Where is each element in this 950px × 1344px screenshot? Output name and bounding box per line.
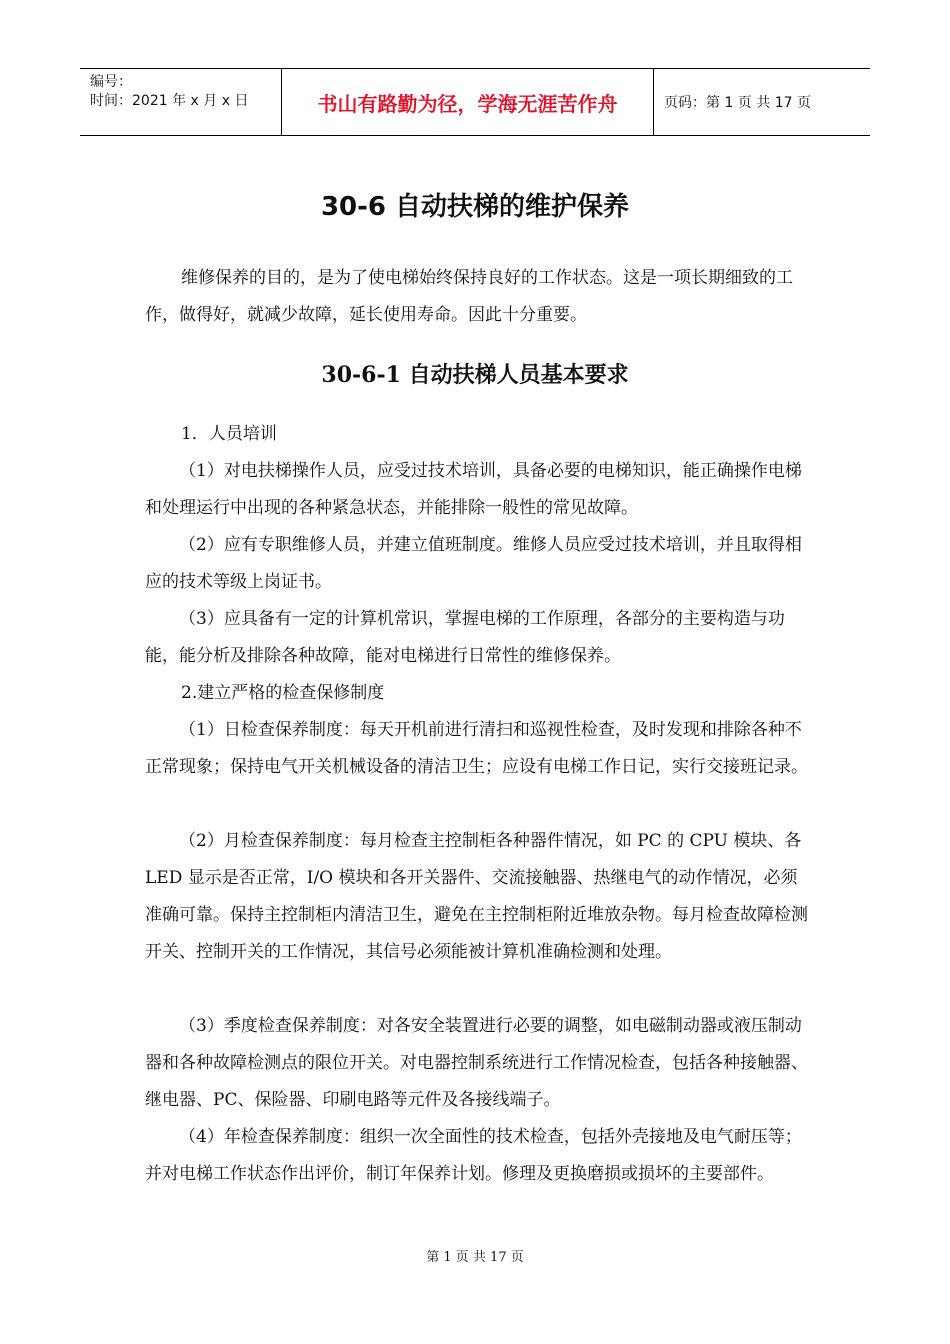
paragraph-5: （2）月检查保养制度：每月检查主控制柜各种器件情况，如 PC 的 CPU 模块、各 LED 显示是否正常，I/O 模块和各开关器件、交流接触器、热继电气的动作情况，必须准确可靠。保持主控制柜内清洁卫生，避免在主控制柜附近堆放杂物。每月检查故障检测开关、控制开关的工作情况，其信号必须能被计算机准确检测和处理。 [145,831,808,962]
paragraph-4: （1）日检查保养制度：每天开机前进行清扫和巡视性检查，及时发现和排除各种不正常现象；保持电气开关机械设备的清洁卫生；应设有电梯工作日记，实行交接班记录。 [145,720,808,777]
paragraph-1: （1）对电扶梯操作人员，应受过技术培训，具备必要的电梯知识，能正确操作电梯和处理运行中出现的各种紧急状态，并能排除一般性的常见故障。 [145,461,802,518]
serial-label: 编号： [90,74,132,90]
intro-paragraph: 维修保养的目的，是为了使电梯始终保持良好的工作状态。这是一项长期细致的工作，做得好，就减少故障，延长使用寿命。因此十分重要。 [145,268,793,325]
page-footer: 第 1 页 共 17 页 [426,1250,524,1265]
header-motto: 书山有路勤为径，学海无涯苦作舟 [282,69,654,135]
section-title: 30-6-1 自动扶梯人员基本要求 [321,362,629,388]
header-left-cell [80,69,282,135]
paragraph-7: （4）年检查保养制度：组织一次全面性的技术检查，包括外壳接地及电气耐压等；并对电梯工作状态作出评价，制订年保养计划。修理及更换磨损或损坏的主要部件。 [145,1127,802,1184]
item2-heading: 2.建立严格的检查保修制度 [181,683,385,703]
paragraph-2: （2）应有专职维修人员，并建立值班制度。维修人员应受过技术培训，并且取得相应的技术等级上岗证书。 [145,535,802,592]
header-page-info: 页码：第 1 页 共 17 页 [664,95,811,111]
paragraph-6: （3）季度检查保养制度：对各安全装置进行必要的调整，如电磁制动器或液压制动器和各种故障检测点的限位开关。对电器控制系统进行工作情况检查，包括各种接触器、继电器、PC、保险器、印刷电路等元件及各接线端子。 [145,1016,808,1110]
document-title: 30-6 自动扶梯的维护保养 [320,192,630,222]
paragraph-3: （3）应具备有一定的计算机常识，掌握电梯的工作原理，各部分的主要构造与功能，能分析及排除各种故障，能对电梯进行日常性的维修保养。 [145,609,785,666]
item1-heading: 1．人员培训 [181,424,277,444]
date-label: 时间：2021 年 x 月 x 日 [90,93,249,109]
header-table [80,68,870,136]
